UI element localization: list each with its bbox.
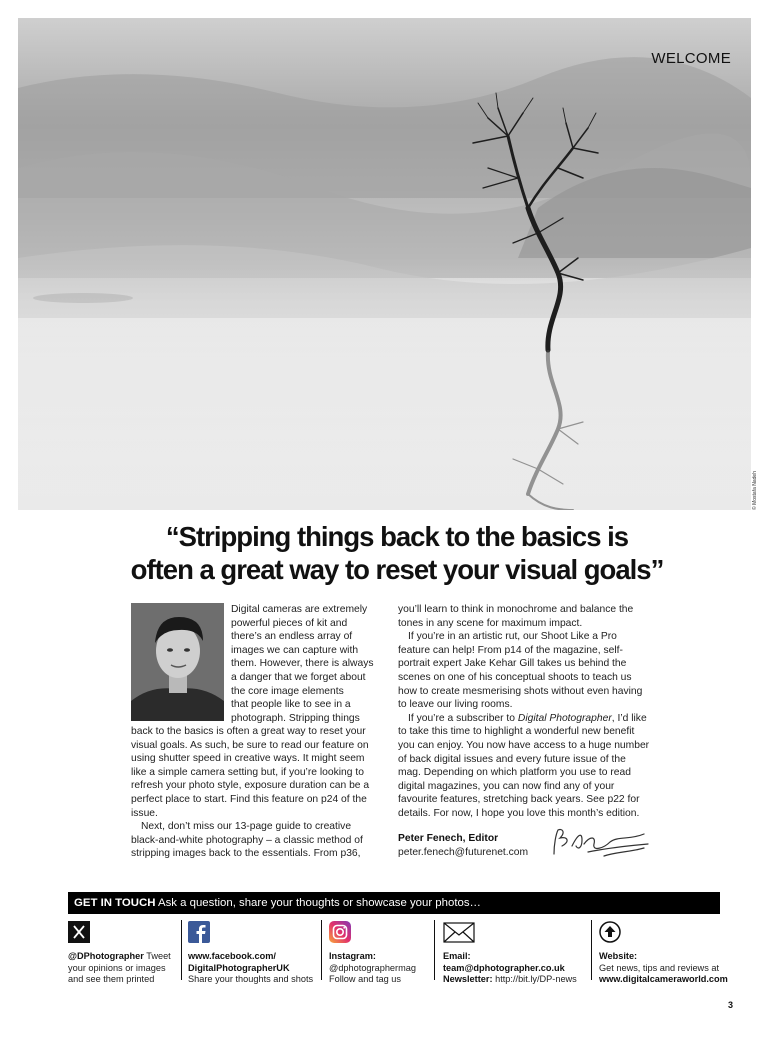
intro-line: that people like to see in a — [231, 699, 351, 711]
facebook-icon — [188, 921, 210, 943]
intro-line: images we can capture with — [231, 644, 359, 656]
editorial-column-2 — [398, 603, 650, 821]
facebook-url: www.facebook.com/ — [188, 950, 276, 961]
intro-line: there’s an endless array of — [231, 631, 353, 643]
contact-website[interactable] — [599, 921, 728, 986]
intro-text-wrap — [231, 603, 378, 725]
page-number: 3 — [728, 1000, 734, 1010]
x-logo-icon — [68, 921, 90, 943]
contact-facebook[interactable] — [188, 921, 318, 986]
intro-line: photograph. Stripping things — [231, 712, 360, 724]
twitter-handle: @DPhotographer — [68, 950, 144, 961]
get-in-touch-text: Ask a question, share your thoughts or showcase your photos… — [157, 897, 481, 909]
intro-paragraph-1: back to the basics is often a great way to reset your visual goals. As such, be sure to read our feature on using shutter speed in creative ways. It might seem like a simple camera setting but, if you’re looking to refresh your photo style, exposure duration can be a perfect place to start. Find this feature on p24 of the issue. — [131, 726, 370, 819]
contact-divider — [591, 920, 592, 980]
newsletter-url: http://bit.ly/DP-news — [492, 974, 577, 985]
instagram-line-3: Follow and tag us — [329, 974, 402, 985]
contact-divider — [181, 920, 182, 980]
intro-paragraph-2: Next, don’t miss our 13-page guide to creative black-and-white photography – a classic method of stripping images back to the essentials. From p36, — [131, 821, 363, 860]
magazine-title: Digital Photographer — [517, 712, 612, 724]
intro-line: powerful pieces of kit and — [231, 617, 348, 629]
p3-post: , I’d like to take this time to highlight a wonderful new benefit you can enjoy. You now have access to a huge number of back digital issues and every future issue of the mag. Depending on which platform you use to read digital magazines, you can now find any of your favourite features, stretching back years. See p22 for details. For now, I hope you love this month’s edition. — [398, 712, 650, 819]
hero-photo — [18, 18, 751, 510]
contact-twitter[interactable] — [68, 921, 176, 986]
get-in-touch-label: GET IN TOUCH — [74, 897, 156, 909]
website-line-2: Get news, tips and reviews at — [599, 962, 720, 973]
contact-instagram[interactable] — [329, 921, 439, 986]
website-label: Website: — [599, 950, 638, 961]
col2-paragraph-3 — [398, 712, 650, 821]
intro-line: the core image elements — [231, 685, 344, 697]
pull-quote-headline — [100, 520, 694, 586]
twitter-line-2: your opinions or images — [68, 962, 166, 973]
contact-divider — [321, 920, 322, 980]
email-address: team@dphotographer.co.uk — [443, 962, 565, 973]
section-label: WELCOME — [651, 50, 731, 67]
twitter-line-3: and see them printed — [68, 974, 155, 985]
instagram-label: Instagram: — [329, 950, 376, 961]
editor-name: Peter Fenech, Editor — [398, 833, 499, 844]
get-in-touch-bar — [68, 892, 720, 914]
email-label: Email: — [443, 950, 471, 961]
p3-pre: If you’re a subscriber to — [408, 712, 518, 724]
newsletter-label: Newsletter: — [443, 974, 493, 985]
intro-text-full — [131, 725, 378, 861]
instagram-handle: @dphotographermag — [329, 962, 416, 973]
instagram-icon — [329, 921, 351, 943]
photo-credit: © Mostafa Nadeh — [752, 471, 758, 510]
editor-portrait-illustration — [131, 603, 224, 721]
misty-tree-illustration — [18, 18, 751, 510]
col2-paragraph-1: you’ll learn to think in monochrome and balance the tones in any scene for maximum impact. — [398, 604, 634, 629]
editor-email[interactable]: peter.fenech@futurenet.com — [398, 847, 529, 858]
twitter-rest: Tweet — [143, 950, 171, 961]
website-url: www.digitalcameraworld.com — [599, 974, 728, 985]
intro-line: Digital cameras are extremely — [231, 604, 368, 615]
envelope-icon — [443, 921, 475, 943]
editor-signature — [548, 826, 652, 862]
headline-line-1: “Stripping things back to the basics is — [165, 521, 629, 552]
facebook-page: DigitalPhotographerUK — [188, 962, 290, 973]
contact-divider — [434, 920, 435, 980]
editor-portrait — [131, 603, 224, 721]
col2-paragraph-2: If you’re in an artistic rut, our Shoot Like a Pro feature can help! From p14 of the magazine, self-portrait expert Jake Kehar Gill takes us behind the scenes on one of his conceptual shoots to teach us how to create mesmerising shots without even having to leave our living rooms. — [398, 631, 643, 711]
intro-line: them. However, there is always — [231, 658, 374, 670]
intro-line: a danger that we forget about — [231, 671, 366, 683]
headline-line-2: often a great way to reset your visual goals” — [130, 554, 664, 585]
upload-arrow-icon — [599, 921, 621, 943]
facebook-line-3: Share your thoughts and shots — [188, 974, 314, 985]
contact-email[interactable] — [443, 921, 589, 986]
